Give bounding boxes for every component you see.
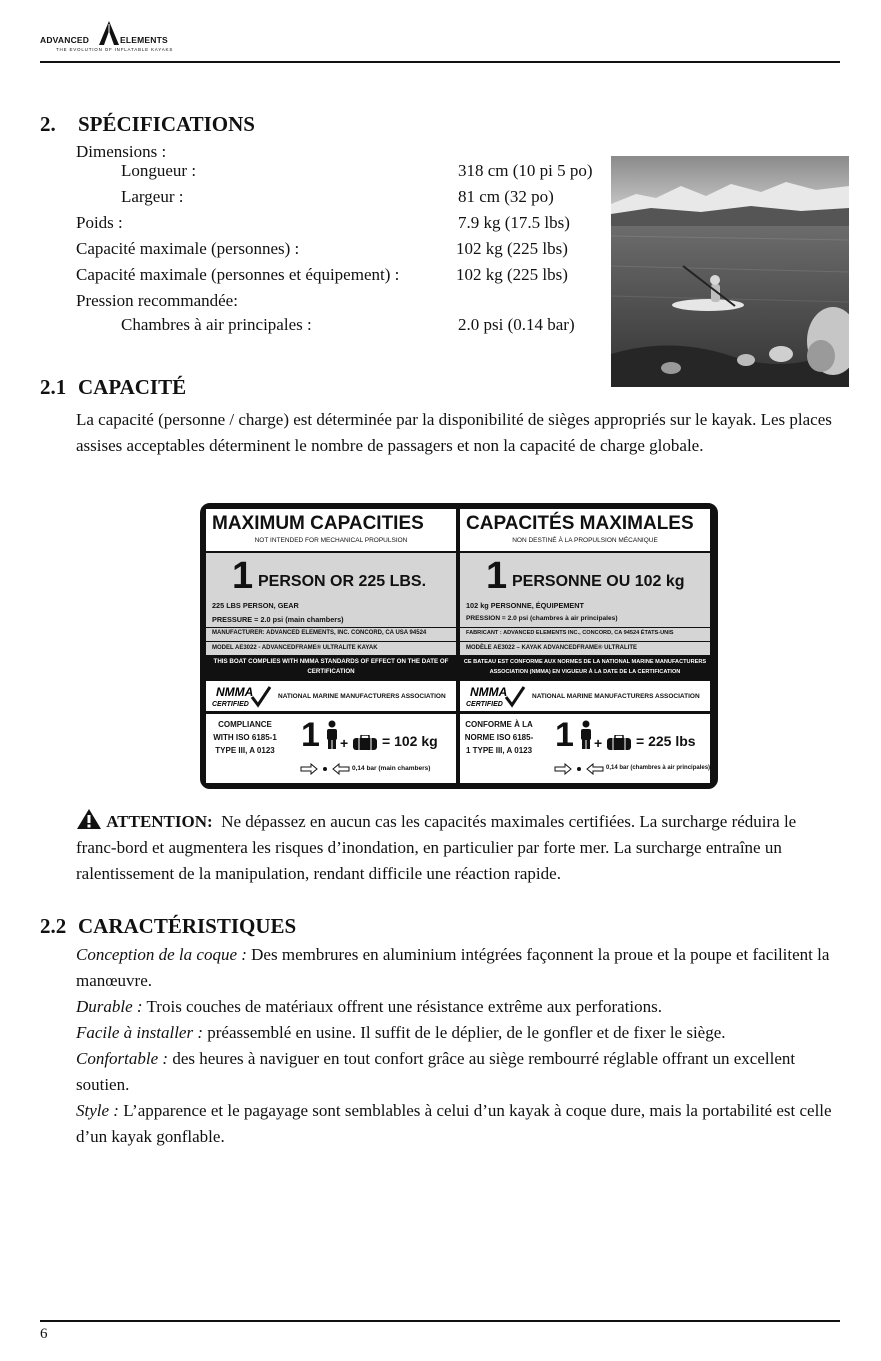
plate-capacity-value: = 225 lbs [636, 733, 696, 749]
plate-line-4: MODÈLE AE3022 – KAYAK ADVANCEDFRAME® ULTRALITE [466, 645, 637, 651]
plate-compliance-text: CONFORME À LA NORME ISO 6185-1 TYPE III, A 0123 [464, 720, 534, 755]
certified-text: CERTIFIED [466, 701, 503, 708]
person-icon [325, 720, 339, 750]
gear-bag-icon [352, 735, 378, 751]
plate-divider [206, 711, 456, 714]
plate-rule [460, 641, 710, 642]
feature-item [76, 997, 662, 1016]
plate-big-number: 1 [486, 555, 508, 597]
section-heading-features [40, 914, 296, 939]
plate-person-count: 1 [555, 716, 574, 754]
feature-label: Conception de la coque : [76, 945, 247, 964]
section-heading-capacity [40, 375, 186, 400]
spec-capacity-total-value: 102 kg (225 lbs) [456, 265, 568, 284]
spec-capacity-persons-value: 102 kg (225 lbs) [456, 239, 568, 258]
feature-text: des heures à naviguer en tout confort grâce au siège rembourré réglable offrant un excellent soutien. [76, 1049, 796, 1094]
feature-item [76, 1049, 795, 1094]
footer-rule [40, 1320, 840, 1322]
plate-line-2: PRESSURE = 2.0 psi (main chambers) [212, 615, 344, 624]
plate-line-3: FABRICANT : ADVANCED ELEMENTS INC., CONCORD, CA 94524 ÉTATS-UNIS [466, 630, 674, 636]
plate-line-1: 102 kg PERSONNE, ÉQUIPEMENT [466, 601, 584, 610]
plate-subtitle: NON DESTINÉ À LA PROPULSION MÉCANIQUE [512, 537, 658, 544]
plate-association: NATIONAL MARINE MANUFACTURERS ASSOCIATION [532, 693, 700, 700]
nmma-certified-icon [212, 683, 272, 709]
kayak-photo [611, 156, 849, 387]
plate-compliance-banner: CE BATEAU EST CONFORME AUX NORMES DE LA NATIONAL MARINE MANUFACTURERS ASSOCIATION (NMMA) EN VIGUEUR À LA DATE DE LA CERTIFICATION [460, 655, 710, 681]
logo-tagline: THE EVOLUTION OF INFLATABLE KAYAKS [56, 47, 174, 52]
plate-line-2: PRESSION = 2.0 psi (chambres à air principales) [466, 615, 618, 622]
spec-capacity-persons-label: Capacité maximale (personnes) : [76, 239, 300, 258]
feature-text: L’apparence et le pagayage sont semblables à celui d’un kayak à coque dure, mais la portabilité est celle d’un kayak gonflable. [76, 1101, 832, 1146]
plate-headline: PERSON OR 225 LBS. [258, 573, 427, 590]
pressure-arrows-icon [554, 763, 604, 775]
feature-text: Trois couches de matériaux offrent une résistance extrême aux perforations. [142, 997, 663, 1016]
plate-title: MAXIMUM CAPACITIES [212, 513, 424, 534]
certified-text: CERTIFIED [212, 701, 249, 708]
feature-label: Confortable : [76, 1049, 169, 1068]
attention-label: ATTENTION: [106, 812, 213, 831]
spec-capacity-total-label: Capacité maximale (personnes et équipement) : [76, 265, 400, 284]
plate-compliance-text: COMPLIANCE WITH ISO 6185-1 TYPE III, A 0123 [213, 720, 277, 755]
plate-person-count: 1 [301, 716, 320, 754]
feature-text: préassemblé en usine. Il suffit de le déplier, de le gonfler et de fixer le siège. [203, 1023, 726, 1042]
plate-divider [460, 711, 710, 714]
logo-text-left: ADVANCED [40, 35, 90, 45]
plate-headline: PERSONNE OU 102 kg [512, 573, 685, 590]
spec-dimensions-label: Dimensions : [76, 142, 167, 161]
spec-length-value: 318 cm (10 pi 5 po) [458, 161, 593, 180]
capacity-plate [200, 503, 718, 789]
plate-pressure: 0,14 bar (chambres à air principales) [606, 765, 711, 771]
feature-label: Facile à installer : [76, 1023, 204, 1042]
section-title: CARACTÉRISTIQUES [78, 914, 297, 938]
spec-chambers-value: 2.0 psi (0.14 bar) [458, 315, 575, 334]
feature-item [76, 1023, 726, 1042]
nmma-text: NMMA [216, 685, 254, 699]
spec-weight-value: 7.9 kg (17.5 lbs) [458, 213, 570, 232]
logo-text-right: ELEMENTS [120, 35, 168, 45]
plate-subtitle: NOT INTENDED FOR MECHANICAL PROPULSION [254, 537, 408, 544]
section-heading-specifications [40, 112, 255, 137]
feature-label: Durable : [76, 997, 143, 1016]
plate-association: NATIONAL MARINE MANUFACTURERS ASSOCIATION [278, 693, 446, 700]
person-icon [579, 720, 593, 750]
feature-item [76, 945, 829, 990]
capacity-paragraph: La capacité (personne / charge) est déterminée par la disponibilité de sièges appropriés sur le kayak. Les places assises acceptables déterminent le nombre de passagers et non la capacité de charge globale. [76, 410, 832, 455]
capacity-plate-english [206, 509, 456, 783]
section-number: 2.2 [40, 914, 67, 938]
spec-chambers-label: Chambres à air principales : [121, 315, 312, 334]
section-number: 2. [40, 112, 56, 136]
plate-rule [460, 627, 710, 628]
plate-plus: + [340, 735, 349, 751]
section-title: CAPACITÉ [78, 375, 187, 399]
pressure-arrows-icon [300, 763, 350, 775]
plate-rule [206, 627, 456, 628]
brand-logo [40, 20, 190, 60]
header-rule [40, 61, 840, 63]
page-number: 6 [40, 1326, 48, 1342]
plate-plus: + [594, 735, 603, 751]
features-list [76, 942, 836, 1150]
plate-capacity-value: = 102 kg [382, 733, 438, 749]
spec-length-label: Longueur : [121, 161, 197, 180]
attention-paragraph [76, 808, 836, 887]
plate-title: CAPACITÉS MAXIMALES [466, 513, 694, 534]
section-title: SPÉCIFICATIONS [78, 112, 255, 136]
attention-text: Ne dépassez en aucun cas les capacités maximales certifiées. La surcharge réduira le franc-bord et augmentera les risques d’inondation, en particulier par forte mer. La surcharge entraîne un ralentissement de la manipulation, rendant difficile une réaction rapide. [76, 812, 797, 883]
feature-label: Style : [76, 1101, 119, 1120]
spec-weight-label: Poids : [76, 213, 123, 232]
plate-line-4: MODEL AE3022 - ADVANCEDFRAME® ULTRALITE KAYAK [212, 645, 378, 651]
spec-width-value: 81 cm (32 po) [458, 187, 554, 206]
plate-compliance-banner: THIS BOAT COMPLIES WITH NMMA STANDARDS OF EFFECT ON THE DATE OF CERTIFICATION [206, 655, 456, 681]
logo-a-icon [98, 20, 120, 46]
plate-pressure: 0,14 bar (main chambers) [352, 765, 431, 772]
warning-icon [76, 808, 102, 830]
plate-rule [206, 641, 456, 642]
gear-bag-icon [606, 735, 632, 751]
plate-line-1: 225 LBS PERSON, GEAR [212, 601, 299, 610]
nmma-certified-icon [466, 683, 526, 709]
spec-width-label: Largeur : [121, 187, 184, 206]
plate-big-number: 1 [232, 555, 254, 597]
plate-line-3: MANUFACTURER: ADVANCED ELEMENTS, INC. CONCORD, CA USA 94524 [212, 630, 427, 636]
feature-item [76, 1101, 832, 1146]
capacity-plate-french [460, 509, 710, 783]
feature-text: Des membrures en aluminium intégrées façonnent la proue et la poupe et facilitent la manœuvre. [76, 945, 830, 990]
section-number: 2.1 [40, 375, 67, 399]
nmma-text: NMMA [470, 685, 508, 699]
spec-pressure-label: Pression recommandée: [76, 291, 238, 310]
